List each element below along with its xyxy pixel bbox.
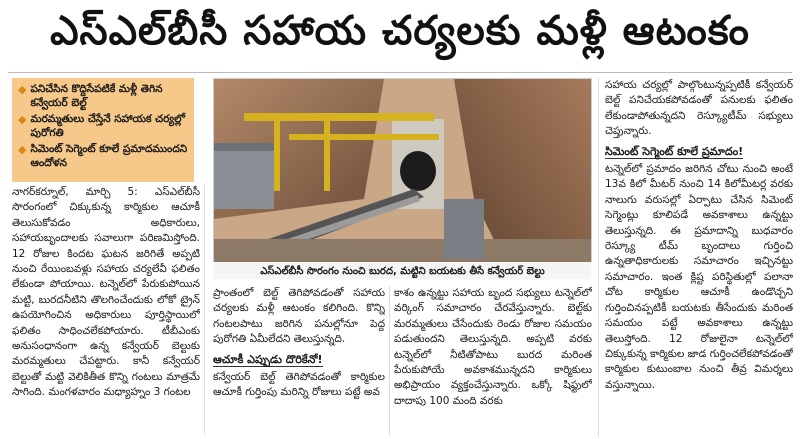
article-paragraph: కన్వేయర్‌ బెల్ట్‌ తెగిపోవడంతో కార్మికుల ఆచూకీ గుర్తింపు మరిన్ని రోజులు పట్టే అవ bbox=[213, 371, 385, 399]
article-paragraph: టన్నెల్‌లో ప్రమాదం జరిగిన చోటు నుంచి అంటే 13వ కిలో మీటర్‌ నుంచి 14 కిలోమీటర్ల వరకు నాలుగు వరుసల్లో ఏర్పాటు చేసిన సిమెంట్‌ సెగ్మెంట్లు కూలిపడే అవకాశాలు ఉన్నట్టు తెలుస్తున్నది. ఈ ప్రమాదాన్ని బుధవారం రెస్క్యూ టీమ్‌ బృందాలు గుర్తించి ఉన్నతాధికారులకు సమాచారం ఇచ్చినట్టు సమాచారం. ఇంత క్లిష్ట పరిస్థితుల్లో పలానా చోట కార్మికుల ఆచూకీ ఉండొచ్చని గుర్తించినప్పటికీ బయటకు తీసేందుకు మరింత సమయం పట్టే అవకాశాలు ఉన్నట్టు తెలుస్తోంది. 12 రోజులైనా టన్నెల్‌లో చిక్కుకున్న కార్మికుల జాడ గుర్తించలేకపోవడంతో కార్మికుల కుటుంబాల నుంచి తీవ్ర విమర్శలు వస్తున్నాయి. bbox=[605, 163, 793, 391]
article-column-1 bbox=[12, 185, 200, 435]
article-column-3 bbox=[394, 286, 592, 436]
diamond-bullet-icon: ◆ bbox=[18, 83, 27, 96]
column-divider bbox=[389, 286, 390, 436]
highlight-item bbox=[18, 112, 188, 140]
section-subhead-text: ఆచూకీ ఎప్పుడు దొరికేనో! bbox=[213, 352, 323, 366]
article-column-4 bbox=[605, 78, 793, 436]
headline-rule bbox=[8, 72, 792, 73]
section-subhead bbox=[213, 352, 385, 367]
highlight-text: సిమెంట్‌ సెగ్మెంట్‌ కూలే ప్రమాదముందని ఆందోళన bbox=[30, 143, 188, 169]
diamond-bullet-icon: ◆ bbox=[18, 143, 27, 156]
article-paragraph: సహాయ చర్యల్లో పాల్గొంటున్నప్పటికీ కన్వేయర్‌ బెల్ట్‌ పనిచేయకపోవడంతో పనులకు ఫలితం లేకుండాపోతున్నదని రెస్క్యూటీమ్‌ సభ్యులు చెప్తున్నారు. bbox=[605, 79, 793, 138]
tunnel-photo bbox=[213, 78, 592, 280]
column-divider bbox=[598, 78, 599, 436]
article-paragraph: నాగర్‌కర్నూల్‌, మార్చి 5: ఎస్‌ఎల్‌బీసీ సొరంగంలో చిక్కుకున్న కార్మికుల ఆచూకీ తెలుసుకోవడం అధికారులు, సహాయబృందాలకు సవాలుగా పరిణమిస్తోంది. 12 రోజుల కిందట ఘటన జరిగితే అప్పటి నుంచి రేయింబవళ్లు సహాయ చర్యలేవీ ఫలితం లేకుండా పోయాయి. టన్నెల్‌లో పేరుకుపోయిన మట్టి, బురదనీటిని తొలగించేందుకు లోకో ట్రైన్‌ ఉపయోగించిన అధికారులు పూర్తిస్థాయిలో ఫలితం సాధించలేకపోయారు. టీబీఎంకు అనుసంధానంగా ఉన్న కన్వేయర్‌ బెల్టుకు మరమ్మతులు చేపట్టారు. కానీ కన్వేయర్‌ బెల్టుతో మట్టి వెలికితీత కొన్ని గంటలు మాత్రమే సాగింది. మంగళవారం మధ్యాహ్నం 3 గంటల bbox=[12, 186, 200, 399]
highlight-item bbox=[18, 142, 188, 170]
highlight-text: పనిచేసిన కొద్దిసేపటికే మళ్లీ తెగిన కన్వేయర్‌ బెల్ట్‌ bbox=[30, 83, 163, 109]
section-subhead-text: సిమెంట్‌ సెగ్మెంట్‌ కూలే ప్రమాదం! bbox=[605, 144, 744, 158]
highlight-item bbox=[18, 82, 188, 110]
highlights-box bbox=[12, 78, 194, 182]
article-paragraph: కాశం ఉన్నట్టు సహాయ బృంద సభ్యులు టన్నెల్‌లో వర్కింగ్‌ సమాచారం చేరవేస్తున్నారు. బెల్ట్‌కు మరమ్మతులు చేసేందుకు రెండు రోజుల సమయం పడుతుందని తెలుస్తున్నది. అప్పటి వరకు టన్నెల్‌లో నీటితోపాటు బురద మరింత పేరుకుపోయే అవకాశమున్నదని కార్మికులు అభిప్రాయం వ్యక్తంచేస్తున్నారు. ఒక్కో షిఫ్టులో దాదాపు 100 మంది వరకు bbox=[394, 287, 592, 407]
diamond-bullet-icon: ◆ bbox=[18, 113, 27, 126]
headline: ఎస్‌ఎల్‌బీసీ సహాయ చర్యలకు మళ్లీ ఆటంకం bbox=[50, 8, 750, 54]
article-paragraph: ప్రాంతంలో బెల్ట్‌ తెగిపోవడంతో సహాయ చర్యలకు మళ్లీ ఆటంకం కలిగింది. కొన్ని గంటలపాటు జరిగిన పనుల్లోనూ పెద్ద పురోగతి ఏమీలేదని తెలుస్తున్నది. bbox=[213, 287, 385, 346]
column-divider bbox=[204, 185, 205, 435]
highlight-text: మరమ్మతులు చేస్తేనే సహాయక చర్యల్లో పురోగతి bbox=[30, 113, 185, 139]
tunnel-photo-illustration bbox=[214, 79, 592, 280]
photo-caption: ఎస్‌ఎల్‌బీసీ సొరంగం నుంచి బురద, మట్టిని బయటకు తీసే కన్వేయర్‌ బెల్టు bbox=[213, 262, 592, 282]
section-subhead bbox=[605, 144, 793, 159]
article-column-2 bbox=[213, 286, 385, 436]
